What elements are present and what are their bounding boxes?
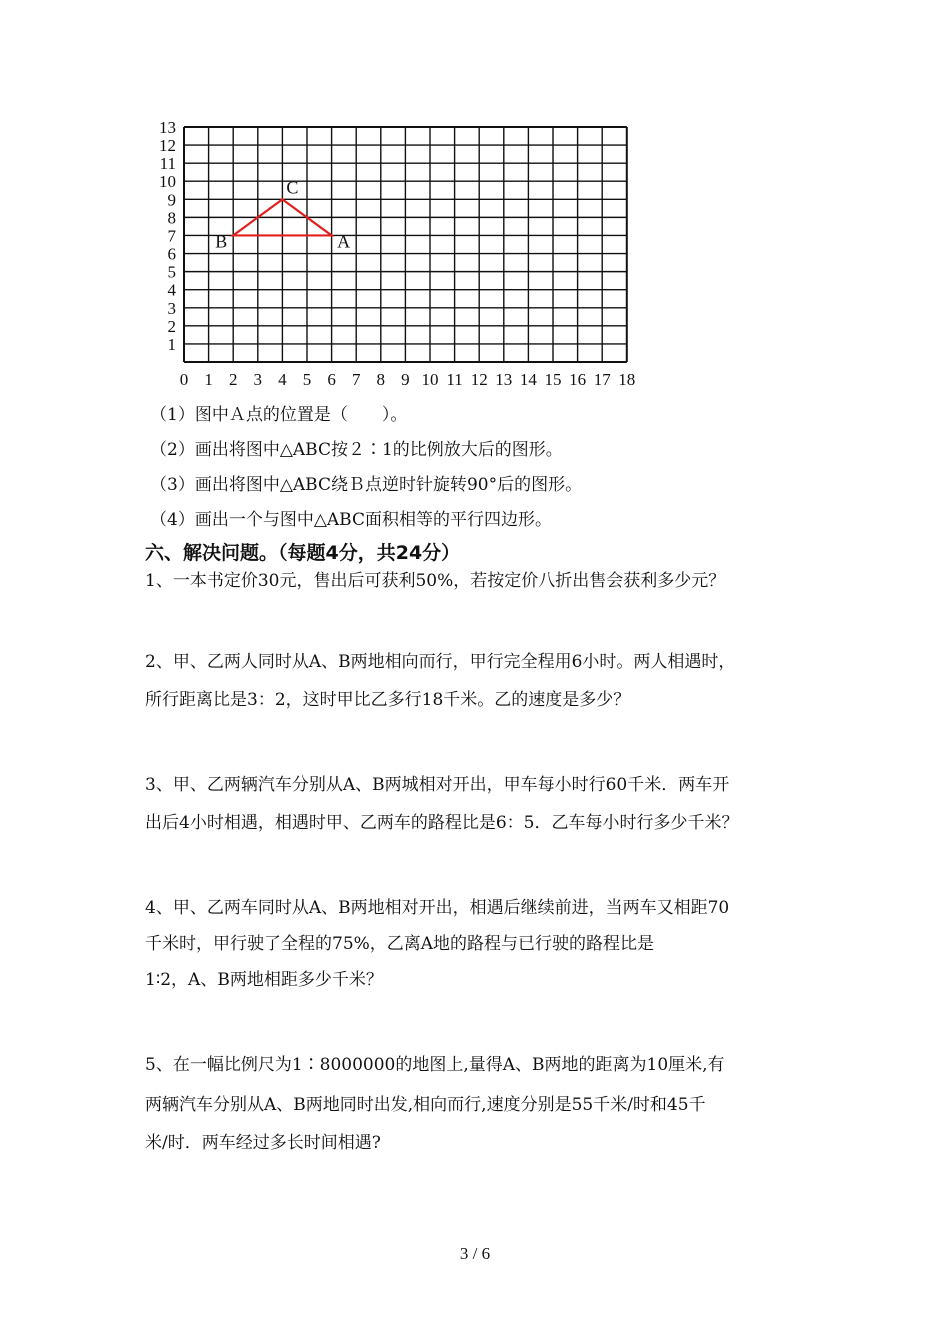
vertex-label-a: A [337, 231, 351, 252]
x-tick-label: 3 [253, 370, 263, 389]
x-tick-label: 11 [446, 370, 463, 389]
problem-3-line-1: 3、甲、乙两辆汽车分别从A、B两城相对开出，甲车每小时行60千米．两车开 [145, 775, 730, 795]
vertex-label-c: C [286, 177, 299, 198]
x-tick-label: 17 [593, 370, 611, 389]
problem-5-line-3: 米/时．两车经过多长时间相遇? [145, 1133, 381, 1153]
x-tick-label: 14 [519, 370, 537, 389]
x-tick-label: 16 [569, 370, 587, 389]
x-tick-label: 2 [228, 370, 238, 389]
problem-4-line-1: 4、甲、乙两车同时从A、B两地相对开出，相遇后继续前进，当两车又相距70 [145, 898, 730, 918]
y-tick-label: 13 [159, 118, 176, 137]
y-tick-label: 9 [167, 190, 176, 210]
x-tick-label: 15 [544, 370, 562, 389]
page-number: 3 / 6 [459, 1244, 491, 1263]
question-3: （3）画出将图中△ABC绕Ｂ点逆时针旋转90°后的图形。 [150, 475, 583, 495]
question-4: （4）画出一个与图中△ABC面积相等的平行四边形。 [150, 510, 552, 530]
question-2: （2）画出将图中△ABC按２∶1的比例放大后的图形。 [150, 440, 563, 460]
y-tick-label: 11 [159, 154, 176, 174]
x-tick-label: 12 [470, 370, 488, 389]
x-tick-label: 1 [204, 370, 213, 389]
problem-5-line-1: 5、在一幅比例尺为1∶8000000的地图上,量得A、B两地的距离为10厘米,有 [145, 1055, 725, 1075]
section-title: 六、解决问题。（每题4分，共24分） [145, 542, 461, 564]
x-tick-label: 7 [351, 370, 361, 389]
y-tick-label: 12 [159, 136, 176, 156]
y-tick-label: 8 [167, 208, 176, 228]
y-tick-label: 3 [167, 298, 176, 318]
y-tick-label: 6 [167, 244, 176, 264]
x-tick-label: 8 [376, 370, 386, 389]
question-1: （1）图中Ａ点的位置是（ ）。 [150, 405, 408, 425]
x-tick-label: 4 [278, 370, 287, 389]
problem-2-line-2: 所行距离比是3：2，这时甲比乙多行18千米。乙的速度是多少？ [145, 690, 631, 710]
problem-5-line-2: 两辆汽车分别从A、B两地同时出发,相向而行,速度分别是55千米/时和45千 [145, 1095, 706, 1115]
y-tick-label: 5 [167, 262, 176, 282]
x-tick-label: 0 [179, 370, 189, 389]
x-tick-label: 5 [302, 370, 312, 389]
y-tick-label: 7 [167, 226, 176, 246]
problem-2-line-1: 2、甲、乙两人同时从A、B两地相向而行，甲行完全程用6小时。两人相遇时， [145, 652, 736, 672]
x-tick-label: 10 [421, 370, 439, 389]
y-tick-label: 4 [167, 280, 176, 300]
y-tick-label: 2 [167, 316, 176, 336]
problem-3-line-2: 出后4小时相遇，相遇时甲、乙两车的路程比是6：5．乙车每小时行多少千米？ [145, 813, 739, 833]
problem-4-line-2: 千米时，甲行驶了全程的75%，乙离A地的路程与已行驶的路程比是 [145, 934, 655, 954]
vertex-label-b: B [215, 231, 228, 252]
problem-1-line-1: 1、一本书定价30元，售出后可获利50%，若按定价八折出售会获利多少元？ [145, 571, 726, 591]
x-tick-label: 6 [327, 370, 336, 389]
x-tick-label: 13 [495, 370, 513, 389]
x-tick-label: 9 [401, 370, 410, 389]
x-tick-label: 18 [618, 370, 636, 389]
y-tick-label: 1 [167, 334, 176, 354]
problem-4-line-3: 1∶2，A、B两地相距多少千米？ [145, 970, 383, 990]
y-tick-label: 10 [159, 172, 176, 192]
coordinate-grid-figure [140, 115, 660, 395]
